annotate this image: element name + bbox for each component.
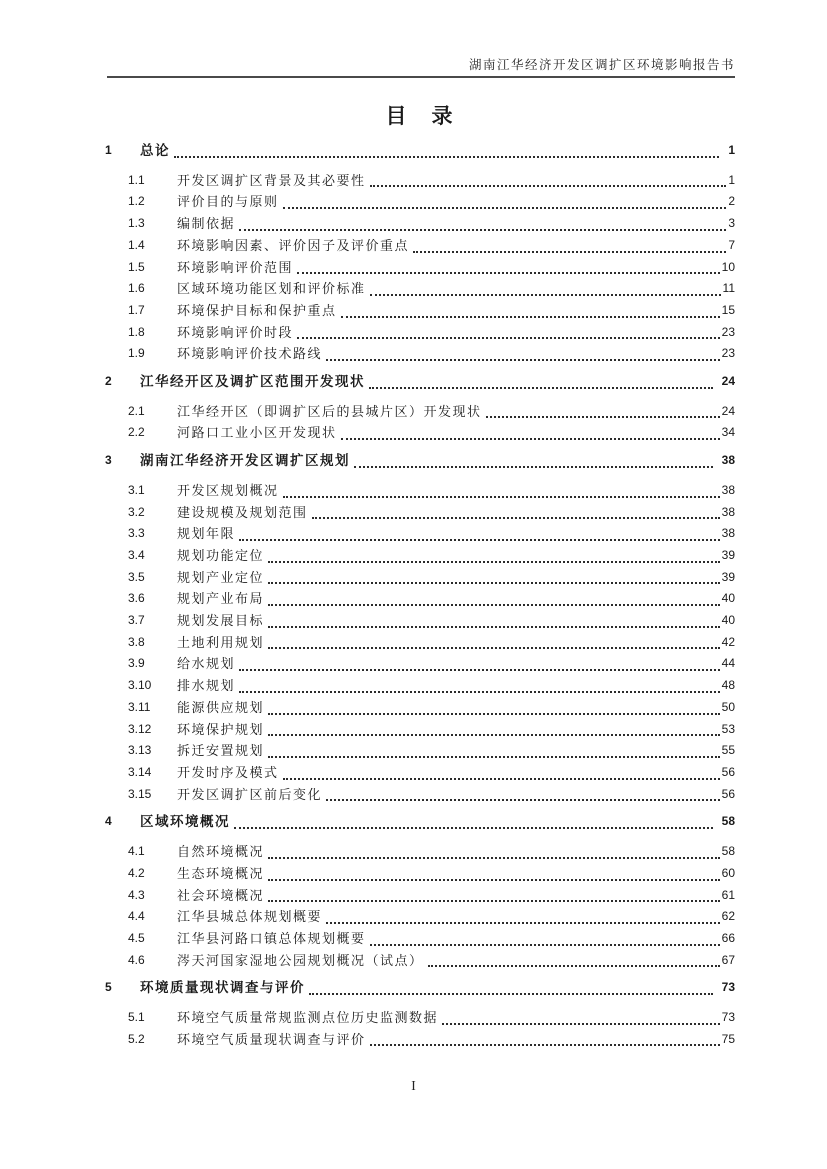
toc-entry-page: 55: [721, 743, 735, 758]
toc-entry: [105, 762, 735, 784]
toc-entry-title: 环境影响评价技术路线: [177, 346, 323, 362]
toc-entry-number: 3: [105, 453, 112, 468]
toc-entry-page: 56: [721, 786, 735, 801]
toc-entry: [105, 950, 735, 972]
toc-entry-page: 60: [721, 865, 735, 880]
toc-entry: [105, 343, 735, 365]
dot-leader: [341, 438, 720, 440]
toc-entry: [105, 235, 735, 257]
toc-entry: [105, 170, 735, 192]
toc-entry-title: 排水规划: [177, 678, 236, 694]
dot-leader: [239, 669, 720, 671]
toc-entry-title: 环境影响因素、评价因子及评价重点: [177, 237, 410, 253]
dot-leader: [268, 900, 720, 902]
toc-entry: [105, 588, 735, 610]
toc-entry-number: 1.9: [128, 346, 145, 361]
toc-entry-title: 社会环境概况: [177, 887, 265, 903]
toc-entry-page: 38: [721, 482, 735, 497]
toc-entry: [105, 719, 735, 741]
toc-entry-title: 规划年限: [177, 526, 236, 542]
toc-entry: [105, 1007, 735, 1029]
toc-entry-number: 4.6: [128, 952, 145, 967]
toc-entry-number: 4.1: [128, 844, 145, 859]
toc-entry-page: 62: [721, 909, 735, 924]
toc-entry-title: 开发区调扩区前后变化: [177, 786, 323, 802]
dot-leader: [341, 316, 720, 318]
toc-entry-title: 编制依据: [177, 216, 236, 232]
toc-entry-number: 1.1: [128, 172, 145, 187]
toc-entry-number: 3.4: [128, 547, 145, 562]
toc-list: [105, 140, 735, 1050]
toc-entry-number: 4.5: [128, 930, 145, 945]
dot-leader: [239, 691, 720, 693]
toc-entry: [105, 213, 735, 235]
dot-leader: [413, 251, 726, 253]
toc-entry-number: 1.5: [128, 259, 145, 274]
toc-entry: [105, 502, 735, 524]
toc-entry-number: 5: [105, 980, 112, 995]
toc-entry-title: 江华县河路口镇总体规划概要: [177, 930, 366, 946]
dot-leader: [268, 582, 720, 584]
dot-leader: [428, 965, 720, 967]
toc-entry-title: 江华经开区（即调扩区后的县城片区）开发现状: [177, 403, 482, 419]
toc-heading: 目 录: [385, 104, 455, 128]
toc-entry-page: 24: [721, 403, 735, 418]
toc-entry-title: 开发时序及模式: [177, 764, 279, 780]
toc-entry-page: 11: [722, 281, 735, 296]
toc-entry-number: 3.12: [128, 721, 152, 736]
toc-entry-number: 1.4: [128, 237, 145, 252]
toc-entry-page: 1: [728, 143, 735, 157]
toc-entry-title: 自然环境概况: [177, 844, 265, 860]
dot-leader: [268, 561, 720, 563]
toc-entry-title: 生态环境概况: [177, 865, 265, 881]
dot-leader: [326, 799, 720, 801]
dot-leader: [297, 272, 720, 274]
toc-entry-page: 38: [721, 504, 735, 519]
toc-entry-page: 73: [721, 980, 735, 995]
toc-entry-title: 江华经开区及调扩区范围开发现状: [140, 374, 365, 390]
toc-entry-page: 24: [721, 374, 735, 389]
toc-entry-page: 38: [721, 526, 735, 541]
toc-entry-page: 2: [728, 194, 735, 209]
toc-entry-title: 规划产业布局: [177, 591, 265, 607]
toc-entry: [105, 811, 735, 833]
toc-entry-title: 能源供应规划: [177, 699, 265, 715]
toc-entry-number: 4.4: [128, 909, 145, 924]
dot-leader: [297, 337, 720, 339]
toc-entry-page: 7: [728, 237, 735, 252]
toc-entry-page: 58: [721, 844, 735, 859]
toc-entry-title: 规划功能定位: [177, 547, 265, 563]
toc-entry: [105, 480, 735, 502]
toc-entry-number: 1.3: [128, 216, 145, 231]
dot-leader: [283, 207, 727, 209]
toc-entry-page: 23: [721, 346, 735, 361]
toc-entry-page: 3: [728, 216, 735, 231]
dot-leader: [268, 756, 720, 758]
page-header-title: 湖南江华经济开发区调扩区环境影响报告书: [468, 58, 735, 72]
toc-entry: [105, 697, 735, 719]
dot-leader: [268, 734, 720, 736]
toc-entry: [105, 300, 735, 322]
toc-entry-title: 区域环境概况: [140, 814, 230, 830]
dot-leader: [174, 156, 719, 158]
toc-entry-page: 67: [721, 952, 735, 967]
toc-entry-title: 河路口工业小区开发现状: [177, 425, 337, 441]
toc-entry-number: 1.6: [128, 281, 145, 296]
toc-entry-title: 环境空气质量现状调查与评价: [177, 1031, 366, 1047]
toc-entry: [105, 371, 735, 393]
toc-entry-number: 1.2: [128, 194, 145, 209]
toc-entry-title: 环境影响评价范围: [177, 259, 294, 275]
toc-entry-number: 4.2: [128, 865, 145, 880]
dot-leader: [268, 857, 720, 859]
toc-entry-number: 5.1: [128, 1010, 145, 1025]
toc-entry-page: 40: [721, 591, 735, 606]
toc-entry: [105, 545, 735, 567]
toc-entry: [105, 885, 735, 907]
toc-entry: [105, 977, 735, 999]
toc-entry-page: 39: [721, 547, 735, 562]
toc-entry-number: 3.5: [128, 569, 145, 584]
dot-leader: [283, 778, 720, 780]
toc-entry-page: 61: [721, 887, 735, 902]
toc-entry-title: 给水规划: [177, 656, 236, 672]
toc-entry-page: 50: [721, 699, 735, 714]
toc-entry-page: 40: [721, 613, 735, 628]
toc-entry-title: 评价目的与原则: [177, 194, 279, 210]
dot-leader: [326, 922, 720, 924]
toc-entry-number: 2.2: [128, 425, 145, 440]
dot-leader: [268, 647, 720, 649]
toc-entry-page: 56: [721, 764, 735, 779]
toc-entry-number: 2.1: [128, 403, 145, 418]
toc-entry: [105, 863, 735, 885]
toc-entry-number: 3.2: [128, 504, 145, 519]
toc-entry-title: 建设规模及规划范围: [177, 504, 308, 520]
toc-entry: [105, 450, 735, 472]
toc-entry-page: 44: [721, 656, 735, 671]
toc-entry-page: 66: [721, 930, 735, 945]
dot-leader: [268, 879, 720, 881]
dot-leader: [370, 944, 720, 946]
toc-entry-page: 75: [721, 1031, 735, 1046]
toc-entry-page: 1: [728, 172, 735, 187]
toc-entry-title: 环境保护规划: [177, 721, 265, 737]
toc-entry-number: 3.8: [128, 634, 145, 649]
toc-entry: [105, 401, 735, 423]
dot-leader: [268, 626, 720, 628]
toc-entry-number: 3.15: [128, 786, 152, 801]
toc-entry-number: 3.13: [128, 743, 152, 758]
toc-entry: [105, 653, 735, 675]
toc-entry: [105, 740, 735, 762]
toc-entry-title: 涔天河国家湿地公园规划概况（试点）: [177, 952, 424, 968]
dot-leader: [370, 294, 721, 296]
dot-leader: [486, 416, 720, 418]
toc-entry-number: 3.6: [128, 591, 145, 606]
toc-entry-page: 48: [721, 678, 735, 693]
toc-entry: [105, 632, 735, 654]
toc-entry-page: 73: [721, 1010, 735, 1025]
toc-entry: [105, 523, 735, 545]
toc-entry-page: 58: [721, 814, 735, 829]
dot-leader: [370, 1044, 720, 1046]
toc-entry-number: 3.3: [128, 526, 145, 541]
dot-leader: [312, 517, 720, 519]
toc-entry-page: 39: [721, 569, 735, 584]
toc-entry-number: 1: [105, 143, 112, 157]
toc-entry-number: 1.7: [128, 302, 145, 317]
toc-entry: [105, 1029, 735, 1051]
dot-leader: [268, 604, 720, 606]
toc-entry: [105, 906, 735, 928]
toc-entry-title: 总论: [140, 143, 170, 158]
toc-entry-title: 环境空气质量常规监测点位历史监测数据: [177, 1010, 439, 1026]
toc-entry-number: 3.11: [128, 699, 151, 714]
toc-entry-page: 38: [721, 453, 735, 468]
toc-entry: [105, 928, 735, 950]
toc-entry-title: 开发区规划概况: [177, 482, 279, 498]
dot-leader: [442, 1023, 720, 1025]
toc-entry-title: 规划产业定位: [177, 569, 265, 585]
toc-entry: [105, 841, 735, 863]
toc-entry: [105, 610, 735, 632]
toc-entry: [105, 191, 735, 213]
toc-entry-title: 江华县城总体规划概要: [177, 909, 323, 925]
toc-entry: [105, 278, 735, 300]
toc-entry-number: 4: [105, 814, 112, 829]
toc-entry: [105, 567, 735, 589]
toc-entry: [105, 140, 735, 162]
dot-leader: [268, 713, 720, 715]
toc-entry-number: 2: [105, 374, 112, 389]
dot-leader: [234, 827, 713, 829]
footer-page-number: I: [411, 1078, 416, 1093]
toc-entry-title: 区域环境功能区划和评价标准: [177, 281, 366, 297]
toc-entry-number: 3.9: [128, 656, 145, 671]
toc-entry-title: 土地利用规划: [177, 634, 265, 650]
toc-entry-number: 1.8: [128, 324, 145, 339]
toc-entry-title: 开发区调扩区背景及其必要性: [177, 172, 366, 188]
toc-entry: [105, 322, 735, 344]
toc-entry-title: 规划发展目标: [177, 613, 265, 629]
toc-entry: [105, 784, 735, 806]
toc-entry-page: 23: [721, 324, 735, 339]
dot-leader: [369, 387, 713, 389]
toc-entry-title: 拆迁安置规划: [177, 743, 265, 759]
toc-entry-title: 环境质量现状调查与评价: [140, 980, 305, 996]
dot-leader: [239, 229, 726, 231]
dot-leader: [354, 466, 713, 468]
toc-entry-title: 湖南江华经济开发区调扩区规划: [140, 453, 350, 469]
toc-entry-page: 42: [721, 634, 735, 649]
toc-entry-page: 34: [721, 425, 735, 440]
toc-entry: [105, 257, 735, 279]
toc-entry-number: 3.7: [128, 613, 145, 628]
dot-leader: [370, 185, 727, 187]
toc-entry-number: 3.10: [128, 678, 152, 693]
dot-leader: [326, 359, 720, 361]
header-rule: [107, 76, 735, 78]
dot-leader: [283, 496, 720, 498]
toc-entry-number: 3.14: [128, 764, 152, 779]
dot-leader: [309, 993, 713, 995]
toc-entry: [105, 675, 735, 697]
toc-entry-title: 环境影响评价时段: [177, 324, 294, 340]
toc-entry-number: 4.3: [128, 887, 145, 902]
toc-entry-title: 环境保护目标和保护重点: [177, 302, 337, 318]
toc-entry-page: 10: [721, 259, 735, 274]
toc-entry-number: 5.2: [128, 1031, 145, 1046]
toc-entry-page: 15: [721, 302, 735, 317]
dot-leader: [239, 539, 720, 541]
toc-entry-page: 53: [721, 721, 735, 736]
toc-entry: [105, 422, 735, 444]
toc-entry-number: 3.1: [128, 482, 145, 497]
